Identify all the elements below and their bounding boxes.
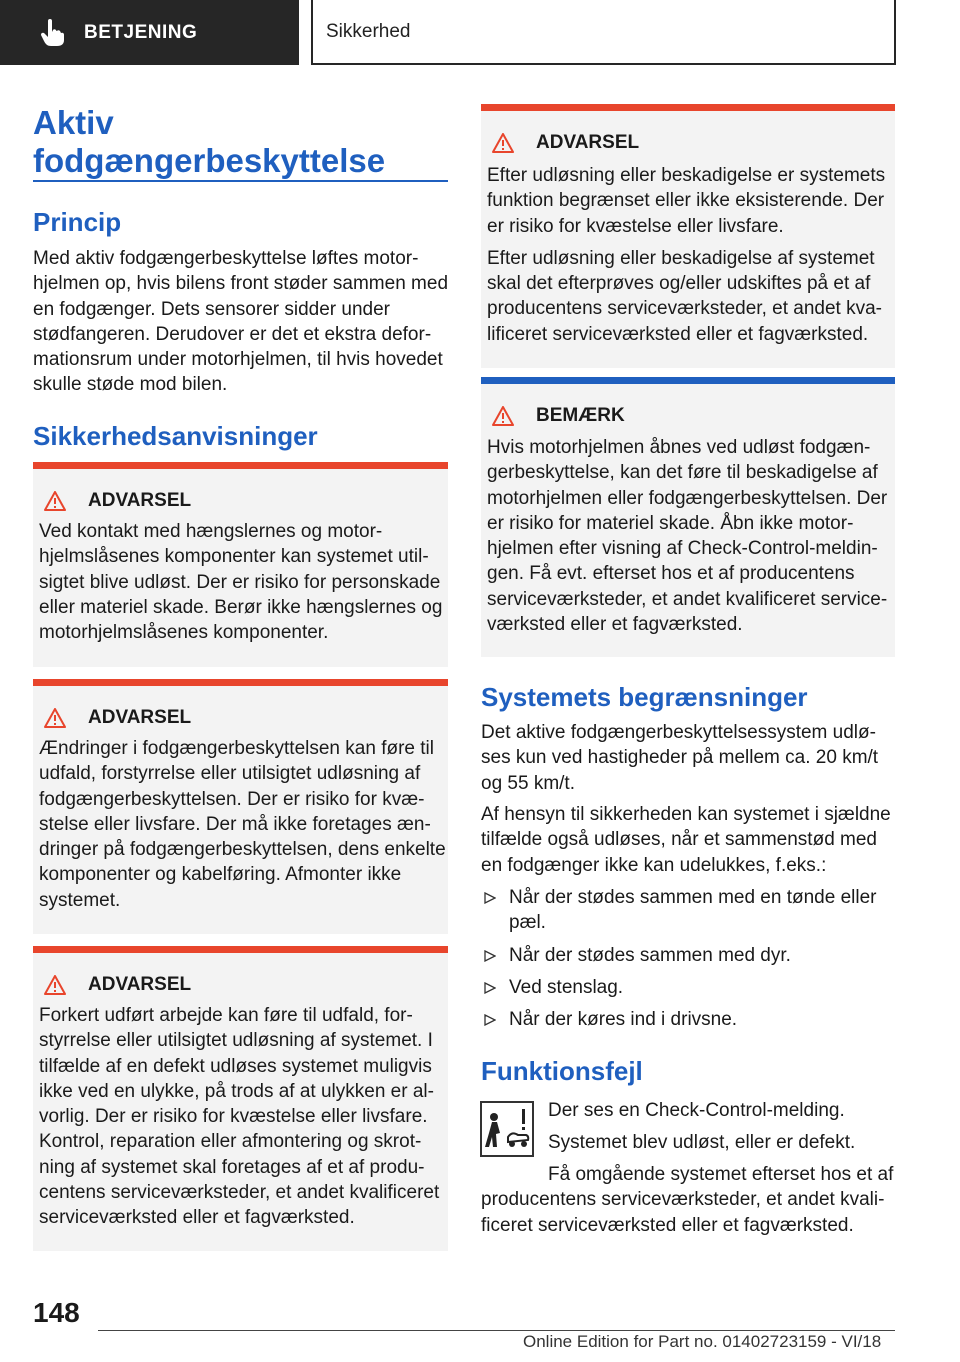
warning-text: Ændringer i fodgængerbeskyttelsen kan føre til udfald, forstyrrelse eller utilsigtet udløsning af fodgængerbeskyttelsen. Der er risiko for kvæstelse eller livsfare. Der må ikke foretages ændringer på fodgængerbeskyttelsen, dens enkelte komponenter og kabelføring. Afmonter ikke systemet. bbox=[39, 738, 446, 911]
fault-heading: Funktionsfejl bbox=[481, 1056, 643, 1086]
warning-text-paragraph: Efter udløsning eller beskadigelse af systemet skal det efterprøves og/eller udskiftes på et af producentens serviceværksteder, et andet kvalificeret serviceværksted eller et fagværksted. bbox=[487, 247, 882, 345]
warning-box-2 bbox=[33, 679, 448, 934]
warning-text bbox=[487, 163, 893, 354]
footer-edition: Online Edition for Part no. 01402723159 - VI/18 bbox=[523, 1332, 882, 1351]
footer-divider bbox=[98, 1330, 895, 1331]
fault-line-2: Systemet blev udløst, eller er defekt. bbox=[548, 1132, 856, 1153]
list-item-text: Når der køres ind i drivsne. bbox=[509, 1009, 738, 1031]
page-number: 148 bbox=[33, 1297, 80, 1328]
title-divider bbox=[33, 180, 448, 182]
note-label: BEMÆRK bbox=[536, 405, 625, 426]
list-item bbox=[481, 943, 893, 968]
warning-triangle-icon bbox=[492, 406, 514, 426]
principle-text: Med aktiv fodgængerbeskyttelse løftes motorhjelmen op, hvis bilens front støder sammen med en fodgænger. Dets sensorer sidder under stødfangeren. Derudover er det et ekstra deformationsrum under motorhjelmen, til hvis hovedet skulle støde mod bilen. bbox=[33, 248, 449, 396]
fault-line-3: Få omgående systemet efterset hos et af producentens serviceværksteder, et andet kvalificeret serviceværksted eller et fagværksted. bbox=[481, 1164, 894, 1236]
limits-heading: Systemets begrænsninger bbox=[481, 682, 808, 712]
warning-triangle-icon bbox=[44, 491, 66, 511]
warning-label: ADVARSEL bbox=[88, 707, 192, 728]
warning-triangle-icon bbox=[44, 975, 66, 995]
limits-list bbox=[481, 885, 893, 1039]
pedestrian-protection-warning-icon bbox=[480, 1101, 534, 1157]
warning-bar bbox=[33, 679, 448, 686]
section-label: Sikkerhed bbox=[326, 20, 411, 42]
warning-box-3 bbox=[33, 946, 448, 1251]
triangle-bullet-icon bbox=[484, 1014, 496, 1026]
chapter-label: BETJENING bbox=[84, 21, 198, 43]
warning-text: Forkert udført arbejde kan føre til udfald, forstyrrelse eller utilsigtet udløsning af systemet. I tilfælde af en defekt udløses systemet muligvis ikke ved en ulykke, på trods af at ulykken er alvorlig. Der er risiko for kvæstelse eller livsfare. Kontrol, reparation eller afmontering og skrotning af systemet skal foretages af et af producentens serviceværksteder, et andet kvalificeret serviceværksted eller et fagværksted. bbox=[39, 1005, 440, 1229]
list-item bbox=[481, 975, 893, 1000]
safety-heading: Sikkerhedsanvisninger bbox=[33, 421, 318, 451]
triangle-bullet-icon bbox=[484, 982, 496, 994]
principle-heading: Princip bbox=[33, 207, 122, 237]
fault-line-1: Der ses en Check-Control-melding. bbox=[548, 1100, 845, 1121]
warning-box-4 bbox=[481, 104, 895, 368]
note-header bbox=[492, 405, 625, 427]
limits-paragraph-1: Det aktive fodgængerbeskyttelsessystem udløses kun ved hastigheder på mellem ca. 20 km/t og 55 km/t. bbox=[481, 722, 879, 794]
note-text: Hvis motorhjelmen åbnes ved udløst fodgængerbeskyttelse, kan det føre til beskadigelse af motorhjelmen eller fodgængerbeskyttelsen. Der er risiko for materiel skade. Åbn ikke motorhjelmen efter visning af Check-Control-meldingen. Få evt. efterset hos et af producentens serviceværksteder, et andet kvalificeret serviceværksted eller et fagværksted. bbox=[487, 437, 888, 636]
warning-bar bbox=[33, 946, 448, 953]
warning-label: ADVARSEL bbox=[88, 490, 192, 511]
section-tab[interactable] bbox=[311, 0, 896, 65]
note-bar bbox=[481, 377, 895, 384]
warning-header bbox=[44, 974, 191, 996]
page-title: Aktiv fodgængerbeskyttelse bbox=[33, 104, 386, 179]
warning-header bbox=[492, 132, 639, 154]
chapter-tab[interactable] bbox=[0, 0, 299, 65]
limits-paragraph-2: Af hensyn til sikkerheden kan systemet i sjældne tilfælde også udløses, når et sammenstød med en fodgænger ikke kan udelukkes, f.eks.: bbox=[481, 804, 891, 876]
triangle-bullet-icon bbox=[484, 892, 496, 904]
warning-header bbox=[44, 707, 191, 729]
warning-triangle-icon bbox=[44, 708, 66, 728]
list-item-text: Ved stenslag. bbox=[509, 976, 624, 998]
warning-bar bbox=[33, 462, 448, 469]
warning-bar bbox=[481, 104, 895, 111]
hand-pointer-icon bbox=[40, 19, 64, 47]
list-item-text: Når der stødes sammen med dyr. bbox=[509, 944, 791, 966]
warning-label: ADVARSEL bbox=[88, 974, 192, 995]
list-item-text: Når der stødes sammen med en tønde eller pæl. bbox=[509, 887, 877, 934]
warning-header bbox=[44, 490, 191, 512]
note-box bbox=[481, 377, 895, 657]
list-item bbox=[481, 1007, 893, 1032]
triangle-bullet-icon bbox=[484, 950, 496, 962]
warning-text: Ved kontakt med hængslernes og motorhjelmslåsenes komponenter kan systemet utilsigtet blive udløst. Der er risiko for personskade eller materiel skade. Berør ikke hængslernes og motorhjelmslåsenes komponenter. bbox=[39, 521, 443, 644]
warning-text-paragraph: Efter udløsning eller beskadigelse er systemets funktion begrænset eller ikke eksisterende. Der er risiko for kvæstelse eller livsfare. bbox=[487, 165, 886, 237]
warning-label: ADVARSEL bbox=[536, 132, 640, 153]
list-item bbox=[481, 885, 893, 936]
warning-box-1 bbox=[33, 462, 448, 667]
warning-triangle-icon bbox=[492, 133, 514, 153]
